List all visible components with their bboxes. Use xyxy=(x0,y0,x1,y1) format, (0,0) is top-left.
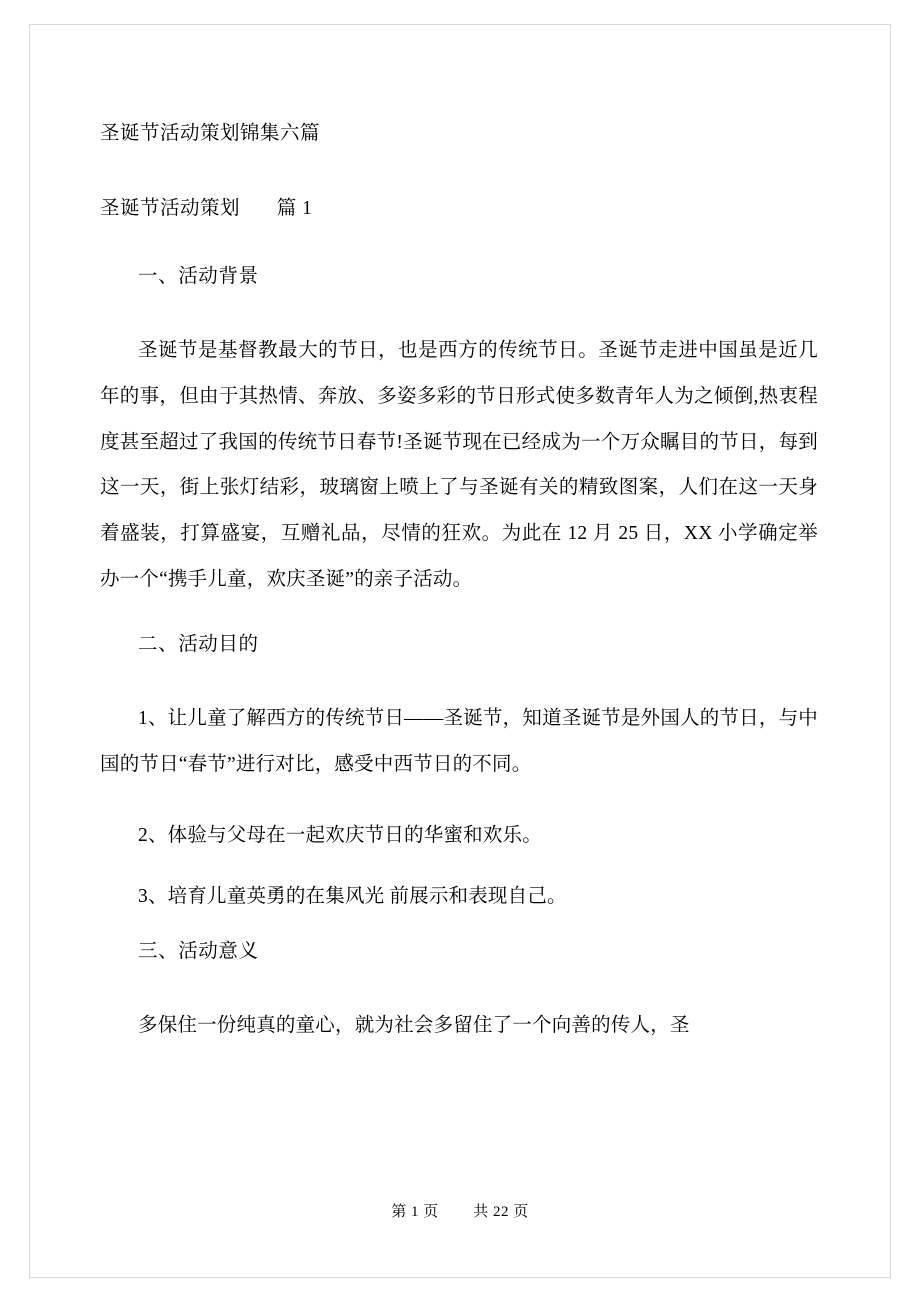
section-label: 圣诞节活动策划 xyxy=(100,198,241,220)
footer-total-pages: 共 22 页 xyxy=(473,1204,529,1220)
heading-activity-meaning: 三、活动意义 xyxy=(138,940,259,962)
heading-activity-background: 一、活动背景 xyxy=(138,265,259,287)
paragraph-purpose-2: 2、体验与父母在一起欢庆节日的华蜜和欢乐。 xyxy=(138,824,542,846)
section-heading xyxy=(100,195,818,222)
footer-current-page: 第 1 页 xyxy=(391,1204,439,1220)
heading-activity-purpose: 二、活动目的 xyxy=(138,633,259,655)
paragraph-purpose-3: 3、培育儿童英勇的在集风光 前展示和表现自己。 xyxy=(138,885,567,907)
paragraph-purpose-1: 1、让儿童了解西方的传统节日——圣诞节，知道圣诞节是外国人的节日，与中国的节日“春节”进行对比，感受中西节日的不同。 xyxy=(100,708,818,775)
page-footer xyxy=(0,1200,920,1221)
paragraph-background: 圣诞节是基督教最大的节日，也是西方的传统节日。圣诞节走进中国虽是近几年的事，但由于其热情、奔放、多姿多彩的节日形式使多数青年人为之倾倒,热衷程度甚至超过了我国的传统节日春节!圣诞节现在已经成为一个万众瞩目的节日，每到这一天，街上张灯结彩，玻璃窗上喷上了与圣诞有关的精致图案，人们在这一天身着盛装，打算盛宴，互赠礼品，尽情的狂欢。为此在 12 月 25 日，XX 小学确定举办一个“携手儿童，欢庆圣诞”的亲子活动。 xyxy=(100,339,818,590)
page-title: 圣诞节活动策划锦集六篇 xyxy=(100,123,321,144)
document-content xyxy=(100,120,818,1077)
section-number: 篇 1 xyxy=(276,198,313,220)
paragraph-meaning: 多保住一份纯真的童心，就为社会多留住了一个向善的传人，圣 xyxy=(138,1014,690,1036)
